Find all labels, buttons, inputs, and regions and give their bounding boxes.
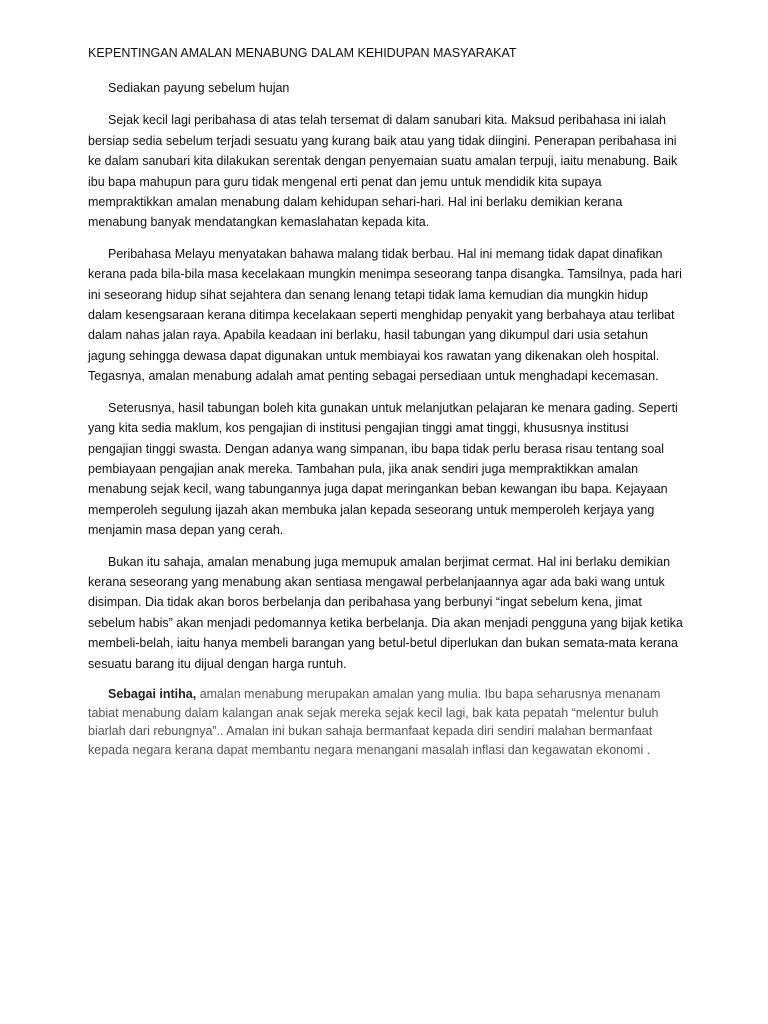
- page-title: KEPENTINGAN AMALAN MENABUNG DALAM KEHIDUPAN MASYARAKAT: [88, 46, 517, 60]
- paragraph-2: Peribahasa Melayu menyatakan bahawa malang tidak berbau. Hal ini memang tidak dapat dinafikan kerana pada bila-bila masa kecelakaan mungkin menimpa seseorang tanpa disangka. Tamsilnya, pada hari ini seseorang hidup sihat sejahtera dan senang lenang tetapi tidak lama kemudian dia mungkin hidup dalam kesengsaraan kerana ditimpa kecelakaan seperti menghidap penyakit yang berbahaya atau terlibat dalam nahas jalan raya. Apabila keadaan ini berlaku, hasil tabungan yang dikumpul dari usia setahun jagung sehingga dewasa dapat digunakan untuk membiayai kos rawatan yang dikenakan oleh hospital. Tegasnya, amalan menabung adalah amat penting sebagai persediaan untuk menghadapi kecemasan.: [88, 246, 682, 384]
- conclusion-lead: Sebagai intiha,: [108, 686, 197, 701]
- paragraph-1: Sejak kecil lagi peribahasa di atas telah tersemat di dalam sanubari kita. Maksud peribahasa ini ialah bersiap sedia sebelum terjadi sesuatu yang kurang baik atau yang tidak diingini. Penerapan peribahasa ini ke dalam sanubari kita dilakukan serentak dengan penyemaian suatu amalan terpuji, iaitu menabung. Baik ibu bapa mahupun para guru tidak mengenal erti penat dan jemu untuk mendidik kita supaya mempraktikkan amalan menabung dalam kehidupan sehari-hari. Hal ini berlaku demikian kerana menabung banyak mendatangkan kemaslahatan kepada kita.: [88, 113, 678, 230]
- conclusion-body: amalan menabung merupakan amalan yang mulia. Ibu bapa seharusnya menanam tabiat menabung dalam kalangan anak sejak mereka sejak kecil lagi, bak kata pepatah “melentur buluh biarlah dari rebungnya”.. Amalan ini bukan sahaja bermanfaat kepada diri sendiri malahan bermanfaat kepada negara kerana dapat membantu negara menangani masalah inflasi dan kegawatan ekonomi .: [88, 686, 661, 757]
- conclusion-paragraph: [88, 685, 684, 759]
- document-page: [88, 44, 684, 772]
- subtitle-proverb: Sediakan payung sebelum hujan: [108, 81, 290, 95]
- paragraph-3: Seterusnya, hasil tabungan boleh kita gunakan untuk melanjutkan pelajaran ke menara gading. Seperti yang kita sedia maklum, kos pengajian di institusi pengajian tinggi amat tinggi, khususnya institusi pengajian tinggi swasta. Dengan adanya wang simpanan, ibu bapa tidak perlu berasa risau tentang soal pembiayaan pengajian anak mereka. Tambahan pula, jika anak sendiri juga mempraktikkan amalan menabung sejak kecil, wang tabungannya juga dapat meringankan beban kewangan ibu bapa. Kejayaan memperoleh segulung ijazah akan membuka jalan kepada seseorang untuk memperoleh kerjaya yang menjamin masa depan yang cerah.: [88, 400, 678, 538]
- paragraph-4: Bukan itu sahaja, amalan menabung juga memupuk amalan berjimat cermat. Hal ini berlaku demikian kerana seseorang yang menabung akan sentiasa mengawal perbelanjaannya agar ada baki wang untuk disimpan. Dia tidak akan boros berbelanja dan peribahasa yang berbunyi “ingat sebelum kena, jimat sebelum habis” akan menjadi pedomannya ketika berbelanja. Dia akan menjadi pengguna yang bijak ketika membeli-belah, iaitu hanya membeli barangan yang betul-betul diperlukan dan bukan semata-mata kerana sesuatu barang itu dijual dengan harga runtuh.: [88, 554, 683, 671]
